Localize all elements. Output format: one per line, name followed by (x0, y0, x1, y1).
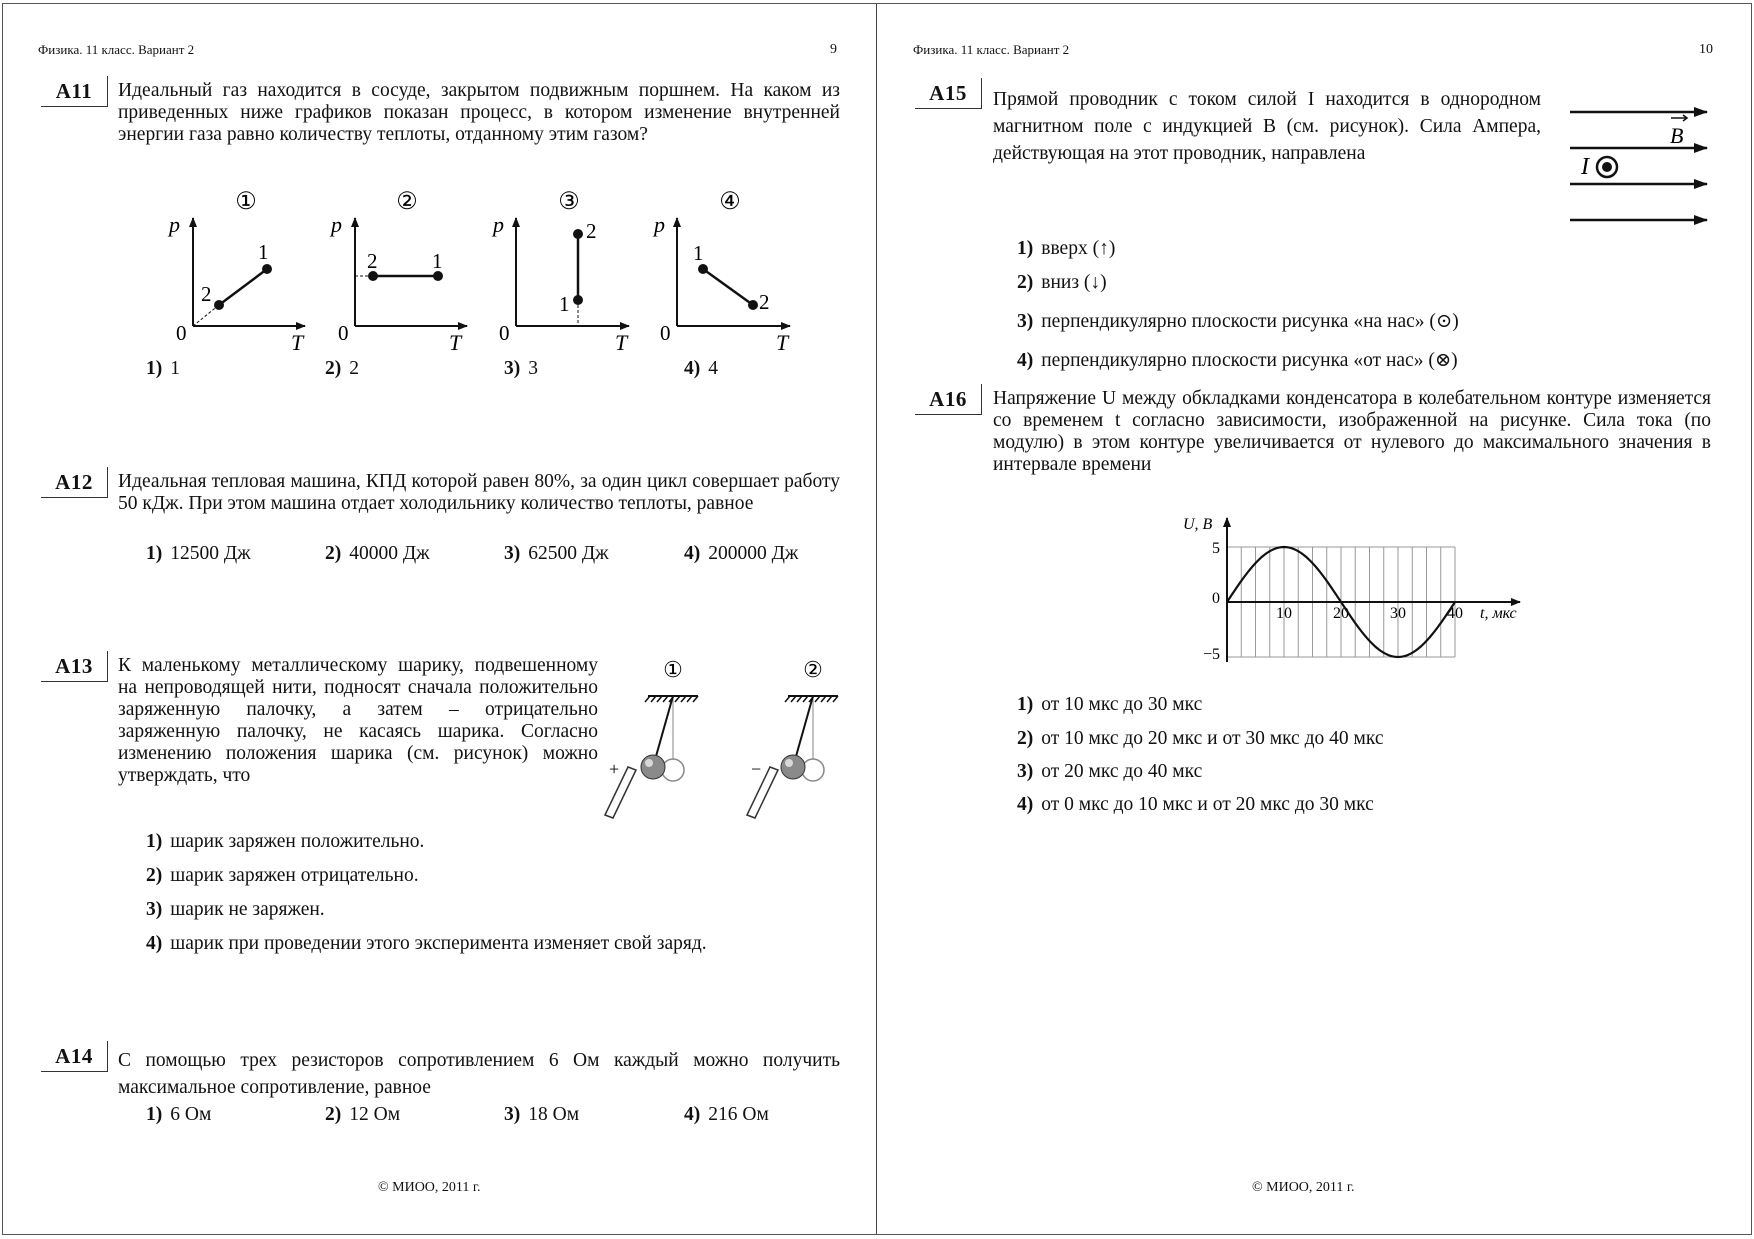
a16-voltage-chart (877, 4, 1752, 684)
svg-text:1: 1 (559, 292, 570, 316)
a11-option-4[interactable]: 4) 4 (684, 358, 718, 379)
a12-option-1[interactable]: 1) 12500 Дж (146, 543, 251, 564)
question-a16-text: Напряжение U между обкладками конденсатора в колебательном контуре изменяется со временем t согласно зависимости, изображенной на рисунке. Сила тока (по модулю) в этом контуре увеличивается от нулевого до максимального значения в интервале времени (993, 388, 1711, 475)
left-page-header: Физика. 11 класс. Вариант 2 (38, 42, 195, 57)
right-page (877, 3, 1752, 1235)
question-a12-label: A12 (41, 467, 108, 498)
figure-1-number: ① (663, 657, 683, 682)
svg-text:p: p (331, 212, 342, 237)
svg-text:T: T (449, 330, 462, 355)
current-i-label: I (1581, 154, 1589, 180)
question-a14-text: С помощью трех резисторов сопротивлением 6 Ом каждый можно получить максимальное сопротивление, равное (118, 1050, 840, 1098)
a15-option-2[interactable]: 2) вниз (↓) (1017, 272, 1107, 293)
svg-text:T: T (291, 330, 304, 355)
question-a14-label: A14 (41, 1041, 108, 1072)
a15-option-1[interactable]: 1) вверх (↑) (1017, 238, 1116, 259)
a16-option-2[interactable]: 2) от 10 мкс до 20 мкс и от 30 мкс до 40 мкс (1017, 728, 1384, 749)
svg-text:2: 2 (586, 219, 597, 243)
svg-text:p: p (493, 212, 504, 237)
a13-pendulum-figure (3, 4, 879, 844)
svg-text:0: 0 (660, 321, 671, 345)
question-a12-text: Идеальная тепловая машина, КПД которой равен 80%, за один цикл совершает работу 50 кДж. При этом машина отдает холодильнику количество теплоты, равное (118, 471, 840, 514)
chart-y-tick-0: 0 (1212, 590, 1220, 607)
chart-x-tick-40: 40 (1447, 605, 1463, 622)
graph-4-number: ④ (719, 189, 741, 215)
pendulum-figure-2 (747, 696, 838, 818)
a11-option-2[interactable]: 2) 2 (325, 358, 359, 379)
a13-option-4[interactable]: 4) шарик при проведении этого эксперимента изменяет свой заряд. (146, 933, 707, 954)
graph-1-number: ① (235, 189, 257, 215)
a14-option-4[interactable]: 4) 216 Ом (684, 1104, 769, 1125)
a14-option-2[interactable]: 2) 12 Ом (325, 1104, 401, 1125)
svg-text:0: 0 (499, 321, 510, 345)
left-page-number: 9 (830, 42, 837, 57)
chart-y-tick-5: 5 (1212, 540, 1220, 557)
chart-x-tick-30: 30 (1390, 605, 1406, 622)
svg-text:p: p (654, 212, 665, 237)
svg-text:2: 2 (759, 290, 770, 314)
a15-option-3[interactable]: 3) перпендикулярно плоскости рисунка «на нас» (⊙) (1017, 311, 1459, 332)
a11-option-3[interactable]: 3) 3 (504, 358, 538, 379)
a16-option-4[interactable]: 4) от 0 мкс до 10 мкс и от 20 мкс до 30 мкс (1017, 794, 1374, 815)
svg-text:T: T (615, 330, 628, 355)
a12-option-2[interactable]: 2) 40000 Дж (325, 543, 430, 564)
a14-option-3[interactable]: 3) 18 Ом (504, 1104, 580, 1125)
question-a16-label: A16 (915, 384, 982, 415)
pendulum-figure-1 (605, 696, 698, 818)
left-page-footer: © МИОО, 2011 г. (378, 1180, 481, 1195)
a13-option-3[interactable]: 3) шарик не заряжен. (146, 899, 325, 920)
a15-option-4[interactable]: 4) перпендикулярно плоскости рисунка «от нас» (⊗) (1017, 350, 1458, 371)
right-page-number: 10 (1699, 42, 1713, 57)
figure-2-number: ② (803, 657, 823, 682)
graph-3-number: ③ (558, 189, 580, 215)
question-a13-text: К маленькому металлическому шарику, подвешенному на непроводящей нити, подносят сначала положительно заряженную палочку, а затем – отрицательно заряженную палочку, не касаясь шарика. Согласно изменению положения шарика (см. рисунок) можно утверждать, что (118, 655, 598, 786)
right-page-footer: © МИОО, 2011 г. (1252, 1180, 1355, 1195)
chart-x-tick-10: 10 (1276, 605, 1292, 622)
a13-option-2[interactable]: 2) шарик заряжен отрицательно. (146, 865, 419, 886)
svg-text:1: 1 (258, 240, 269, 264)
graph-2-number: ② (396, 189, 418, 215)
a11-option-1[interactable]: 1) 1 (146, 358, 180, 379)
chart-y-tick-minus5: −5 (1202, 646, 1220, 663)
question-a11-text: Идеальный газ находится в сосуде, закрытом подвижным поршнем. На каком из приведенных ниже графиков показан процесс, в котором изменение внутренней энергии газа равно количеству теплоты, отданному этим газом? (118, 80, 840, 145)
svg-text:2: 2 (201, 282, 212, 306)
a12-option-4[interactable]: 4) 200000 Дж (684, 543, 799, 564)
svg-text:1: 1 (693, 241, 704, 265)
question-a15-text: Прямой проводник с током силой I находится в однородном магнитном поле с индукцией B (см. рисунок). Сила Ампера, действующая на этот проводник, направлена (993, 89, 1541, 164)
svg-text:T: T (776, 330, 789, 355)
svg-text:1: 1 (432, 249, 443, 273)
svg-text:p: p (169, 212, 180, 237)
right-page-header: Физика. 11 класс. Вариант 2 (913, 42, 1070, 57)
question-a15-label: A15 (915, 78, 982, 109)
chart-y-label: U, В (1183, 516, 1213, 533)
svg-text:0: 0 (338, 321, 349, 345)
left-page (2, 3, 878, 1235)
chart-x-label: t, мкс (1480, 605, 1517, 622)
svg-text:+: + (609, 759, 620, 779)
question-a13-label: A13 (41, 651, 108, 682)
a16-option-3[interactable]: 3) от 20 мкс до 40 мкс (1017, 761, 1203, 782)
a16-option-1[interactable]: 1) от 10 мкс до 30 мкс (1017, 694, 1203, 715)
a14-option-1[interactable]: 1) 6 Ом (146, 1104, 212, 1125)
field-b-label: B (1670, 123, 1684, 148)
svg-text:−: − (751, 759, 762, 779)
chart-x-tick-20: 20 (1333, 605, 1349, 622)
a13-option-1[interactable]: 1) шарик заряжен положительно. (146, 831, 425, 852)
svg-text:0: 0 (176, 321, 187, 345)
question-a11-label: A11 (41, 76, 108, 107)
svg-text:2: 2 (367, 249, 378, 273)
a12-option-3[interactable]: 3) 62500 Дж (504, 543, 609, 564)
